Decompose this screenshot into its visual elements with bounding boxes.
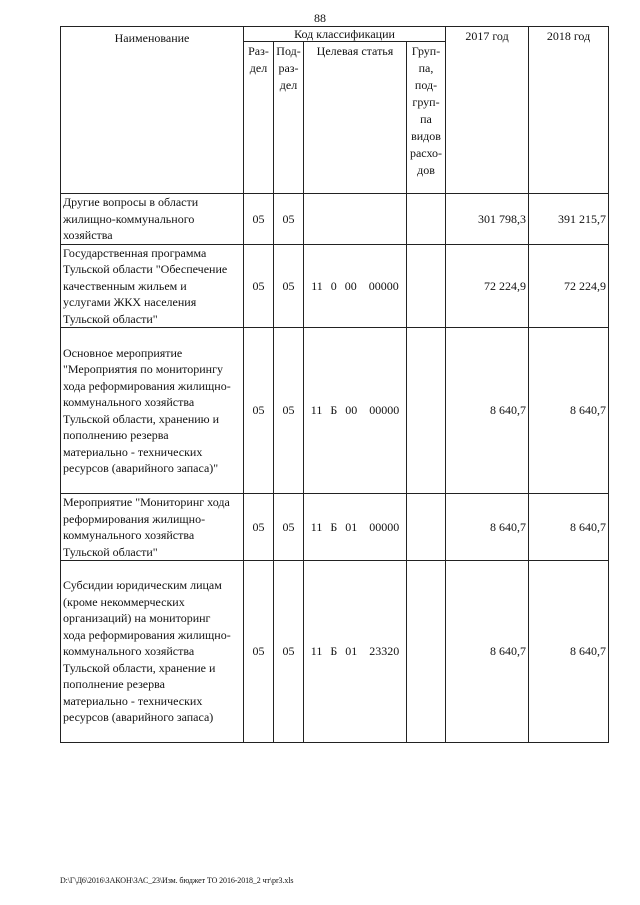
header-podrazdel (274, 42, 304, 194)
row-name-line: Тульской области "Обеспечение (63, 262, 228, 276)
row-group (407, 561, 446, 743)
row-name-line: пополнению резерва (63, 428, 169, 442)
row-2017: 8 640,7 (446, 561, 529, 743)
row-name-line: реформирования жилищно- (63, 511, 206, 526)
row-target: 11 Б 00 00000 (304, 328, 407, 494)
row-target (304, 194, 407, 245)
header-group-line: видов (411, 129, 441, 143)
header-code: Код классификации (244, 27, 446, 42)
row-name-line: (кроме некоммерческих (63, 594, 185, 609)
row-name-line: пополнение резерва (63, 677, 165, 692)
row-name-line: хозяйства (63, 228, 113, 242)
row-2018: 8 640,7 (529, 328, 609, 494)
row-name-line: Государственная программа (63, 245, 207, 260)
row-name-line: Субсидии юридическим лицам (63, 578, 222, 593)
header-group (407, 42, 446, 194)
row-name-line: услугами ЖКХ населения (63, 295, 197, 309)
row-name-line: материально - технических (63, 444, 203, 459)
row-name (61, 561, 244, 743)
row-name-line: ресурсов (аварийного запаса) (63, 710, 214, 725)
row-2017: 301 798,3 (446, 194, 529, 245)
row-podrazdel: 05 (274, 561, 304, 743)
page-number: 88 (314, 11, 326, 25)
row-name-line: хода реформирования жилищно- (63, 378, 231, 393)
header-target: Целевая статья (304, 42, 407, 194)
row-name-line: хода реформирования жилищно- (63, 627, 231, 642)
row-target: 11 0 00 00000 (304, 244, 407, 328)
row-2018: 391 215,7 (529, 194, 609, 245)
row-name-line: Тульской области, хранению и (63, 411, 220, 426)
header-razdel (244, 42, 274, 194)
header-group-line: па, (418, 61, 434, 75)
row-2017: 8 640,7 (446, 494, 529, 561)
header-group-line: под- (414, 78, 438, 92)
row-name (61, 194, 244, 245)
header-group-line: груп- (412, 95, 440, 109)
row-target: 11 Б 01 23320 (304, 561, 407, 743)
row-razdel: 05 (244, 561, 274, 743)
row-group (407, 244, 446, 328)
header-2017: 2017 год (446, 27, 529, 194)
row-name-line: Тульской области, хранение и (63, 660, 216, 675)
header-group-line: па (420, 112, 432, 126)
row-name-line: организаций) на мониторинг (63, 611, 211, 626)
row-name-line: ресурсов (аварийного запаса)" (63, 461, 219, 475)
row-razdel: 05 (244, 244, 274, 328)
header-podrazdel-line: раз- (278, 61, 299, 75)
header-razdel-line: Раз- (248, 44, 269, 58)
header-group-line: расхо- (409, 146, 443, 160)
table-row (61, 561, 609, 743)
header-podrazdel-line: дел (279, 78, 298, 92)
row-name-line: Другие вопросы в области (63, 195, 199, 209)
budget-table (60, 26, 609, 743)
header-razdel-line: дел (249, 61, 268, 75)
row-name-line: Основное мероприятие (63, 345, 183, 360)
row-name-line: Тульской области" (63, 311, 158, 326)
row-2018: 72 224,9 (529, 244, 609, 328)
row-name-line: Мероприятие "Мониторинг хода (63, 495, 230, 509)
row-2018: 8 640,7 (529, 494, 609, 561)
row-podrazdel: 05 (274, 194, 304, 245)
row-name-line: "Мероприятия по мониторингу (63, 362, 223, 376)
table-row (61, 494, 609, 561)
row-2018: 8 640,7 (529, 561, 609, 743)
header-group-line: дов (417, 163, 435, 177)
file-path-footer: D:\Г\Д6\2016\ЗАКОН\ЗАС_23\Изм. бюджет ТО 2016-2018_2 чт\pr3.xls (60, 876, 294, 885)
row-name (61, 244, 244, 328)
row-name-line: Тульской области" (63, 544, 158, 559)
row-target: 11 Б 01 00000 (304, 494, 407, 561)
row-name-line: коммунального хозяйства (63, 395, 195, 409)
row-podrazdel: 05 (274, 494, 304, 561)
table-row (61, 328, 609, 494)
header-podrazdel-line: Под- (276, 44, 301, 58)
table-row (61, 194, 609, 245)
header-2018: 2018 год (529, 27, 609, 194)
row-name-line: коммунального хозяйства (63, 644, 195, 659)
row-group (407, 194, 446, 245)
row-name-line: коммунального хозяйства (63, 528, 195, 542)
row-name-line: материально - технических (63, 693, 203, 708)
row-name-line: жилищно-коммунального (63, 211, 195, 226)
row-razdel: 05 (244, 328, 274, 494)
row-podrazdel: 05 (274, 244, 304, 328)
header-group-line: Груп- (411, 44, 441, 58)
row-razdel: 05 (244, 194, 274, 245)
header-name: Наименование (61, 27, 244, 194)
row-group (407, 494, 446, 561)
table-row (61, 244, 609, 328)
row-name (61, 494, 244, 561)
row-group (407, 328, 446, 494)
row-podrazdel: 05 (274, 328, 304, 494)
row-2017: 8 640,7 (446, 328, 529, 494)
row-razdel: 05 (244, 494, 274, 561)
row-name-line: качественным жильем и (63, 278, 187, 293)
row-2017: 72 224,9 (446, 244, 529, 328)
row-name (61, 328, 244, 494)
